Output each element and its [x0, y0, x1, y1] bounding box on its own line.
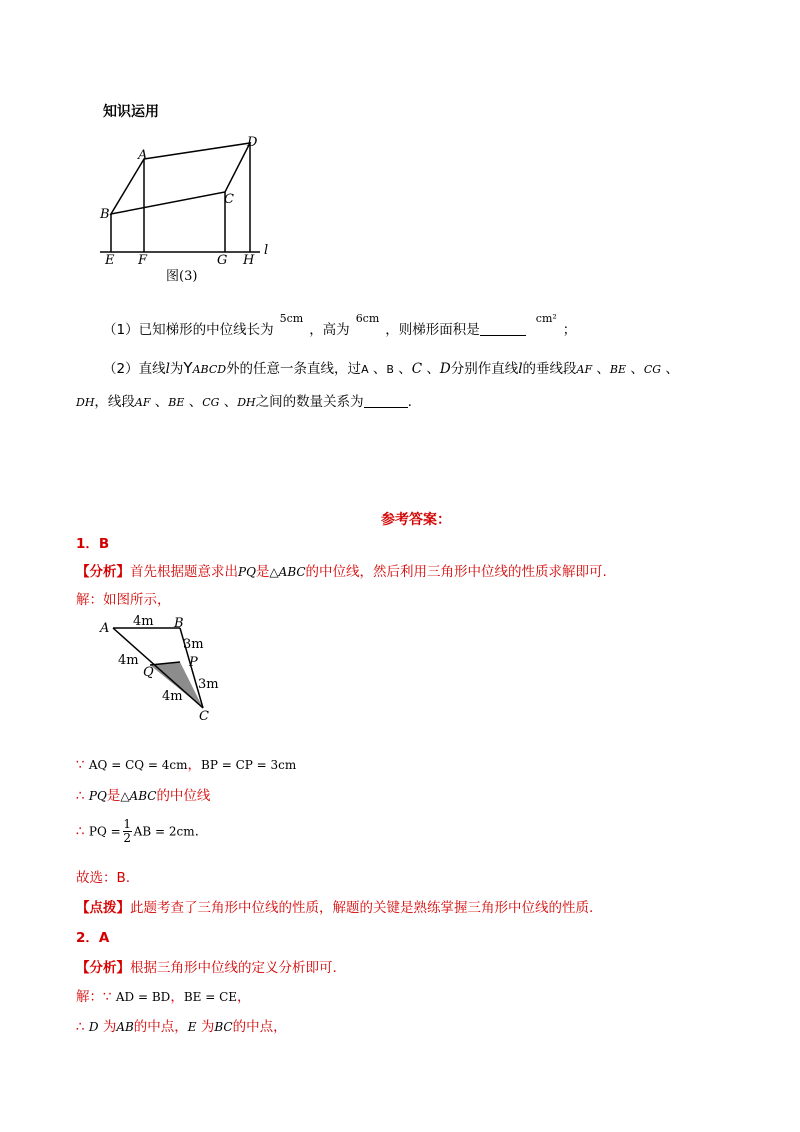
question-2-line-1: （2）直线l为YABCD外的任意一条直线，过A 、B 、C 、D分别作直线l的垂线段AF 、BE 、CG 、 [103, 359, 679, 377]
answer-2-number: 2．A [76, 930, 110, 946]
answer-1-therefore-1: ∴ PQ是△ABC的中位线 [76, 788, 211, 804]
answer-1-solve: 解：如图所示， [76, 592, 171, 608]
tri-label-p: P [189, 655, 198, 670]
label-d: D [247, 135, 258, 150]
label-h: H [243, 253, 255, 268]
tri-label-c: C [199, 709, 209, 724]
answers-title: 参考答案： [381, 512, 451, 528]
figure-3 [95, 130, 280, 290]
label-e: E [105, 253, 115, 268]
label-b: B [100, 207, 110, 222]
length-bp: 3m [183, 637, 204, 652]
section-title: 知识运用 [103, 104, 159, 120]
label-g: G [217, 253, 228, 268]
fraction-one-half: $\frac{1}{2}$ [123, 817, 131, 845]
question-2-line-2: DH，线段AF 、BE 、CG 、DH之间的数量关系为 . [76, 394, 412, 410]
answer-1-choice: 故选：B. [76, 870, 131, 886]
answer-2-because: 解：∵ AD = BD，BE = CE， [76, 989, 251, 1005]
answer-blank-1[interactable] [480, 323, 526, 336]
tri-label-q: Q [143, 665, 154, 680]
triangle-figure [95, 612, 230, 724]
tri-label-b: B [174, 616, 184, 631]
answer-1-therefore-2: ∴ PQ = $\frac{1}{2}$ AB = 2cm. [76, 817, 199, 845]
answer-2-analysis: 【分析】根据三角形中位线的定义分析即可. [76, 960, 337, 976]
answer-1-number: 1．B [76, 536, 110, 552]
length-aq: 4m [118, 653, 139, 668]
length-qc: 4m [162, 689, 183, 704]
label-l: l [264, 243, 269, 258]
figure-caption: 图(3) [166, 269, 198, 284]
answer-1-because: ∵ AQ = CQ = 4cm，BP = CP = 3cm [76, 757, 297, 773]
answer-blank-2[interactable] [364, 395, 408, 408]
length-ab: 4m [133, 614, 154, 629]
answer-2-therefore: ∴ D 为AB的中点，E 为BC的中点， [76, 1019, 287, 1035]
answer-1-tip: 【点拨】此题考查了三角形中位线的性质，解题的关键是熟练掌握三角形中位线的性质. [76, 900, 594, 916]
label-f: F [138, 253, 148, 268]
tri-label-a: A [100, 621, 110, 636]
label-c: C [224, 192, 234, 207]
label-a: A [138, 148, 148, 163]
length-pc: 3m [198, 677, 219, 692]
question-1: （1）已知梯形的中位线长为$^{5cm}$，高为$^{6cm}$，则梯形面积是$^{cm^2}$； [103, 312, 577, 338]
answer-1-analysis: 【分析】首先根据题意求出PQ是△ABC的中位线，然后利用三角形中位线的性质求解即可. [76, 564, 607, 580]
